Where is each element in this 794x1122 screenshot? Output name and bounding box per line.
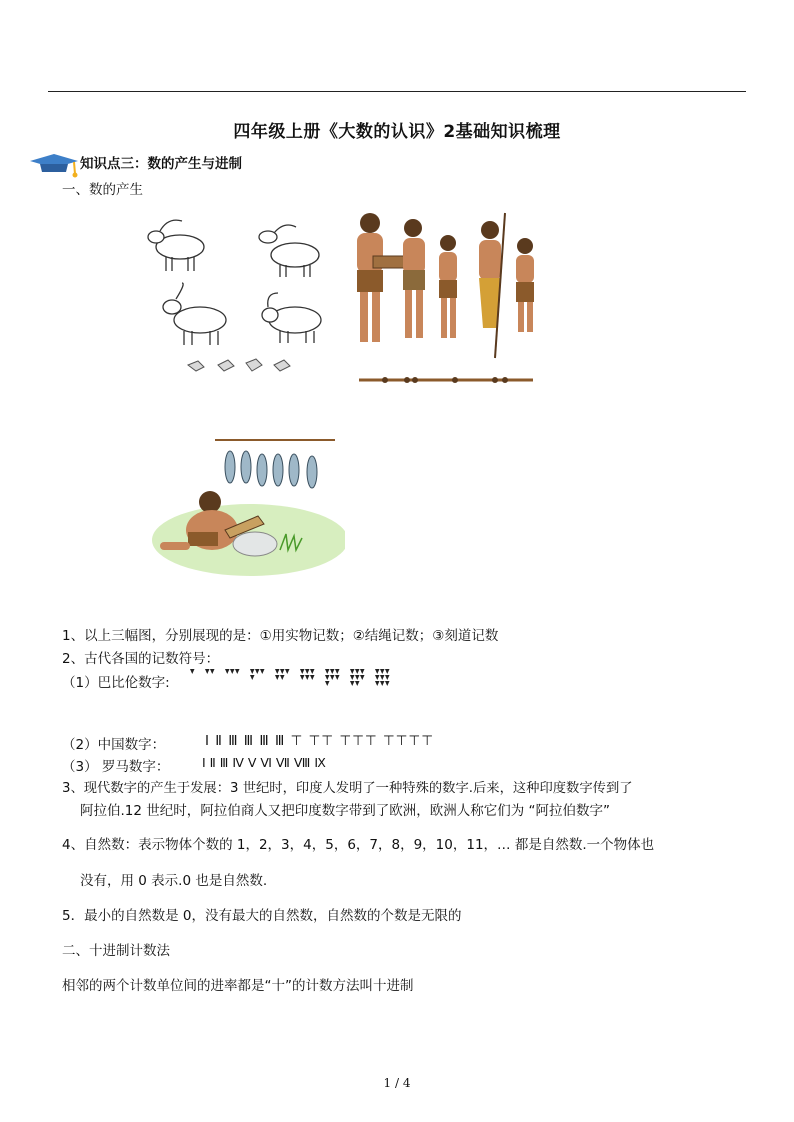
- goats-illustration: [140, 215, 340, 380]
- babylonian-wedge: [335, 669, 340, 674]
- babylonian-wedge: [360, 669, 365, 674]
- goat-1: [148, 220, 204, 271]
- babylonian-wedge: [380, 675, 385, 680]
- babylonian-wedge: [375, 675, 380, 680]
- babylonian-wedge: [355, 675, 360, 680]
- item-5: 5．最小的自然数是 0，没有最大的自然数，自然数的个数是无限的: [62, 908, 462, 924]
- chinese-label: （2）中国数字：: [62, 737, 166, 753]
- roman-numerals: Ⅰ Ⅱ Ⅲ Ⅳ Ⅴ Ⅵ Ⅶ Ⅷ Ⅸ: [202, 755, 326, 770]
- item-3-line-2: 阿拉伯.12 世纪时，阿拉伯商人又把印度数字带到了欧洲，欧洲人称它们为 “阿拉伯数字”: [80, 803, 611, 819]
- babylonian-wedge: [310, 675, 315, 680]
- goat-3: [163, 283, 226, 345]
- tribe-person-2: [403, 219, 425, 338]
- babylonian-wedge: [325, 669, 330, 674]
- babylonian-wedge: [305, 675, 310, 680]
- babylonian-wedge: [355, 681, 360, 686]
- babylonian-wedge: [385, 681, 390, 686]
- page-title: 四年级上册《大数的认识》2基础知识梳理: [233, 122, 561, 142]
- section2-heading: 二、十进制计数法: [62, 943, 170, 959]
- babylonian-wedge: [210, 669, 215, 674]
- knotted-rope: [359, 377, 533, 383]
- tribe-illustration: [345, 208, 545, 388]
- item-3-line-1: 3、现代数字的产生于发展：3 世纪时，印度人发明了一种特殊的数字.后来，这种印度数字传到了: [62, 781, 633, 796]
- section1-heading: 一、数的产生: [62, 182, 143, 198]
- babylonian-wedge: [380, 681, 385, 686]
- babylonian-wedge: [330, 675, 335, 680]
- babylonian-wedge: [375, 669, 380, 674]
- basket: [373, 256, 407, 268]
- babylonian-wedge: [205, 669, 210, 674]
- babylonian-wedge: [285, 669, 290, 674]
- babylonian-wedge: [325, 675, 330, 680]
- babylonian-wedge: [305, 669, 310, 674]
- babylonian-wedge: [280, 675, 285, 680]
- babylonian-wedge: [250, 675, 255, 680]
- tribe-person-1: [357, 213, 383, 342]
- goat-2: [259, 225, 319, 277]
- item-1: 1、以上三幅图，分别展现的是：①用实物记数；②结绳记数；③刻道记数: [62, 628, 499, 644]
- chinese-numerals: Ⅰ Ⅱ Ⅲ Ⅲ Ⅲ Ⅲ ⊤ ⊤⊤ ⊤⊤⊤ ⊤⊤⊤⊤: [205, 733, 435, 749]
- babylonian-numerals: [188, 668, 428, 690]
- babylonian-wedge: [310, 669, 315, 674]
- graduation-cap-icon: [28, 152, 80, 178]
- tribe-person-4: [479, 213, 505, 358]
- babylonian-wedge: [300, 675, 305, 680]
- babylonian-wedge: [325, 681, 330, 686]
- babylonian-wedge: [255, 669, 260, 674]
- babylonian-wedge: [190, 669, 195, 674]
- babylonian-wedge: [335, 675, 340, 680]
- babylonian-wedge: [350, 675, 355, 680]
- goat-4: [262, 293, 321, 343]
- babylonian-wedge: [385, 669, 390, 674]
- carving-illustration: [140, 432, 345, 584]
- babylonian-wedge: [375, 681, 380, 686]
- babylonian-wedges: [190, 669, 390, 686]
- babylonian-wedge: [260, 669, 265, 674]
- babylon-label: （1）巴比伦数字:: [62, 675, 170, 691]
- babylonian-wedge: [350, 669, 355, 674]
- roman-label: （3） 罗马数字：: [62, 759, 170, 775]
- babylonian-wedge: [230, 669, 235, 674]
- page-number: 1 / 4: [383, 1076, 411, 1090]
- item-2: 2、古代各国的记数符号：: [62, 651, 220, 667]
- stone: [233, 532, 277, 556]
- header-rule: [48, 91, 746, 92]
- item-4-line-1: 4、自然数：表示物体个数的 1，2，3，4，5，6，7，8，9，10，11，… 都是自然数.一个物体也: [62, 837, 655, 853]
- babylonian-wedge: [330, 669, 335, 674]
- section2-text: 相邻的两个计数单位间的进率都是“十”的计数方法叫十进制: [62, 978, 414, 994]
- babylonian-wedge: [275, 675, 280, 680]
- babylonian-wedge: [385, 675, 390, 680]
- babylonian-wedge: [300, 669, 305, 674]
- babylonian-wedge: [235, 669, 240, 674]
- babylonian-wedge: [225, 669, 230, 674]
- babylonian-wedge: [380, 669, 385, 674]
- babylonian-wedge: [275, 669, 280, 674]
- hanging-fish: [225, 451, 317, 488]
- babylonian-wedge: [355, 669, 360, 674]
- babylonian-wedge: [350, 681, 355, 686]
- babylonian-wedge: [360, 675, 365, 680]
- babylonian-wedge: [250, 669, 255, 674]
- item-4-line-2: 没有，用 0 表示.0 也是自然数.: [80, 873, 268, 889]
- babylonian-wedge: [280, 669, 285, 674]
- tribe-person-3: [439, 235, 457, 338]
- counting-stones: [188, 359, 290, 371]
- knowledge-point-heading: 知识点三：数的产生与进制: [80, 156, 242, 172]
- tribe-person-5: [516, 238, 534, 332]
